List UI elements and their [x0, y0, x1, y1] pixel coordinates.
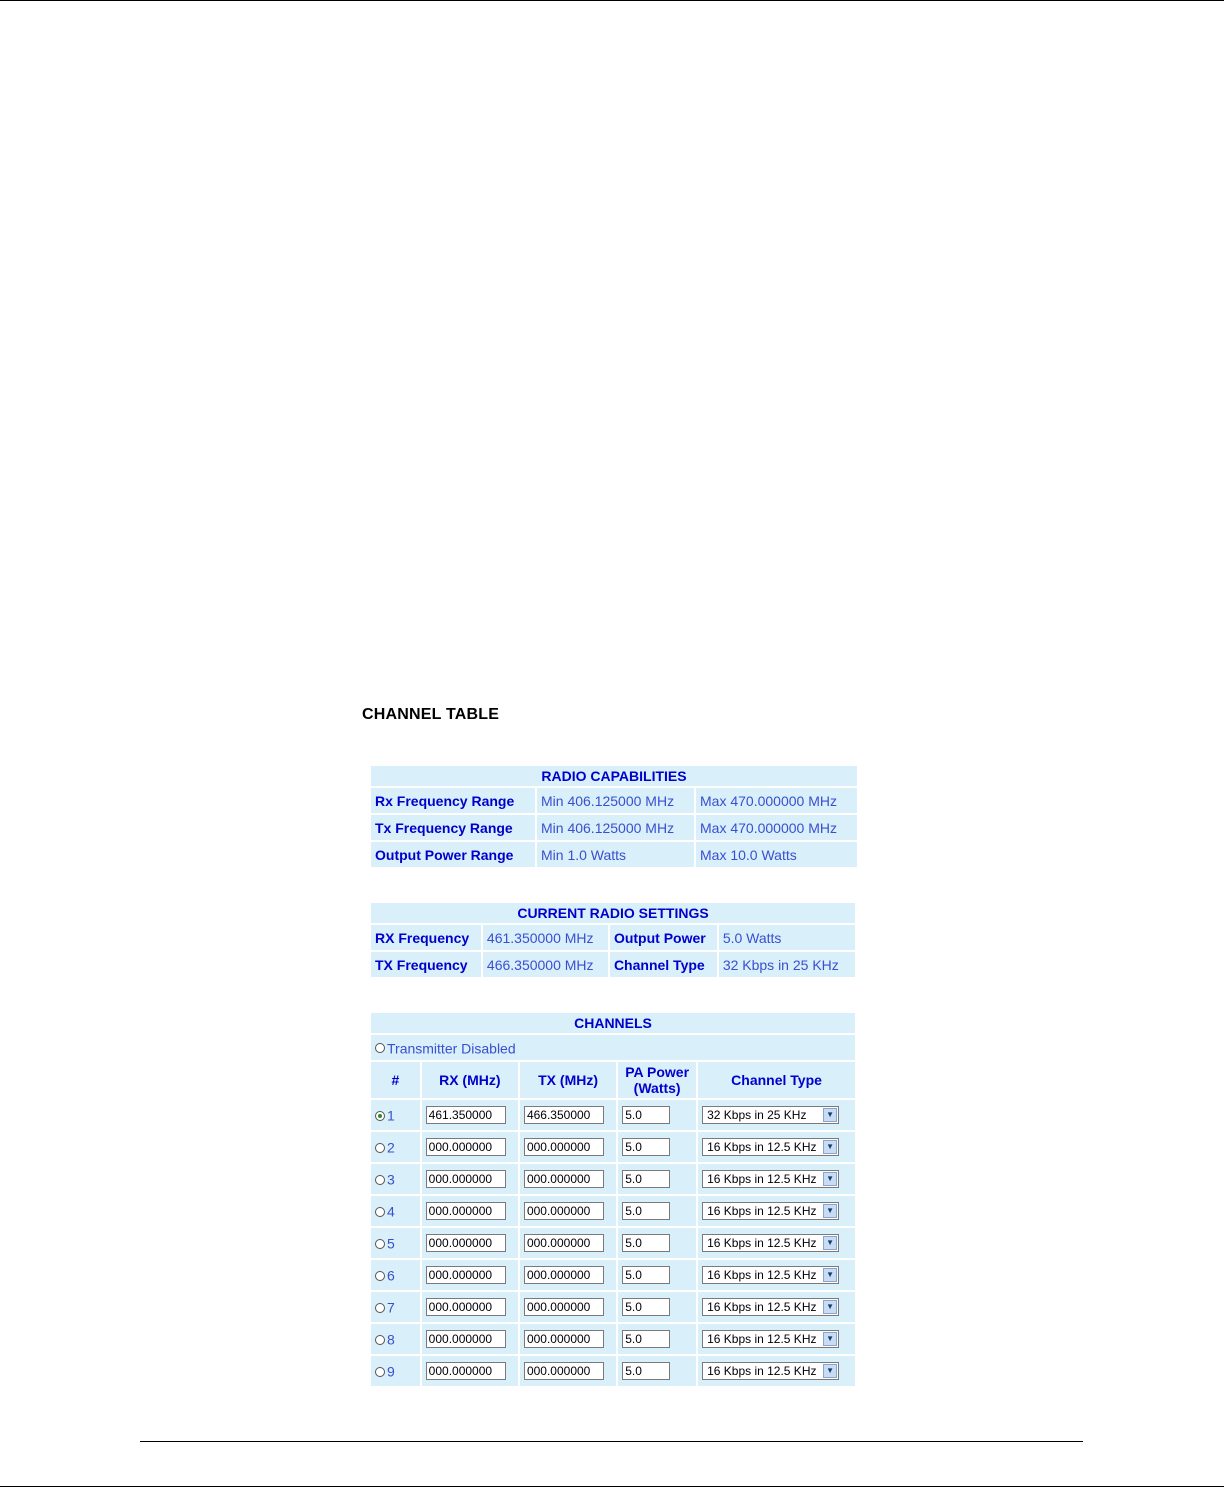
channel-number: 5	[387, 1235, 395, 1252]
pa-power-cell	[618, 1100, 696, 1130]
channel-select-cell[interactable]	[371, 1260, 420, 1290]
current-settings-header: CURRENT RADIO SETTINGS	[371, 903, 855, 923]
chevron-down-icon[interactable]: ▼	[823, 1236, 837, 1250]
tx-frequency-label: TX Frequency	[371, 952, 481, 977]
pa-power-cell	[618, 1260, 696, 1290]
page-bottom-border	[0, 1486, 1224, 1487]
channel-select-cell[interactable]	[371, 1324, 420, 1354]
channel-type-selected-value: 16 Kbps in 12.5 KHz	[707, 1236, 817, 1251]
transmitter-disabled-label: Transmitter Disabled	[387, 1040, 516, 1057]
tx-frequency-input[interactable]	[524, 1106, 604, 1124]
table-row	[371, 842, 857, 867]
channel-number: 3	[387, 1171, 395, 1188]
channel-radio[interactable]	[375, 1303, 385, 1313]
chevron-down-icon[interactable]: ▼	[823, 1204, 837, 1218]
rx-frequency-cell	[422, 1164, 518, 1194]
column-header-rx: RX (MHz)	[422, 1062, 518, 1098]
channel-type-select[interactable]	[702, 1362, 839, 1380]
page-title: CHANNEL TABLE	[362, 706, 500, 723]
channel-row	[371, 1100, 855, 1130]
table-row	[371, 925, 855, 950]
rx-frequency-label: RX Frequency	[371, 925, 481, 950]
channel-radio[interactable]	[375, 1111, 385, 1121]
tx-frequency-cell	[520, 1356, 616, 1386]
channel-rows	[371, 1100, 855, 1386]
table-row	[371, 815, 857, 840]
chevron-down-icon[interactable]: ▼	[823, 1172, 837, 1186]
radio-capabilities-panel	[369, 764, 857, 869]
capabilities-header-row	[371, 766, 857, 786]
pa-power-cell	[618, 1228, 696, 1258]
page-top-border	[0, 0, 1224, 1]
channel-type-cell	[698, 1196, 855, 1226]
channel-row	[371, 1324, 855, 1354]
pa-power-cell	[618, 1324, 696, 1354]
rx-frequency-input[interactable]	[426, 1106, 506, 1124]
rx-frequency-input[interactable]	[426, 1202, 506, 1220]
pa-power-cell	[618, 1132, 696, 1162]
pa-power-input[interactable]	[622, 1170, 670, 1188]
channel-type-label: Channel Type	[610, 952, 717, 977]
pa-power-input[interactable]	[622, 1202, 670, 1220]
rx-frequency-cell	[422, 1324, 518, 1354]
current-settings-panel	[369, 901, 857, 979]
channel-number: 7	[387, 1299, 395, 1316]
table-row	[371, 788, 857, 813]
channel-select-cell[interactable]	[371, 1292, 420, 1322]
tx-frequency-cell	[520, 1324, 616, 1354]
pa-power-input[interactable]	[622, 1298, 670, 1316]
channel-type-select[interactable]	[702, 1170, 839, 1188]
pa-power-input[interactable]	[622, 1106, 670, 1124]
rx-frequency-cell	[422, 1260, 518, 1290]
rx-frequency-input[interactable]	[426, 1170, 506, 1188]
channel-select-cell[interactable]	[371, 1100, 420, 1130]
channel-type-select[interactable]	[702, 1106, 839, 1124]
channels-header-row	[371, 1013, 855, 1033]
pa-power-input[interactable]	[622, 1234, 670, 1252]
channel-type-selected-value: 16 Kbps in 12.5 KHz	[707, 1268, 817, 1283]
channel-type-selected-value: 16 Kbps in 12.5 KHz	[707, 1140, 817, 1155]
channel-radio[interactable]	[375, 1207, 385, 1217]
tx-frequency-cell	[520, 1164, 616, 1194]
rx-range-max: Max 470.000000 MHz	[696, 788, 857, 813]
column-header-pa-power: PA Power (Watts)	[618, 1062, 696, 1098]
power-range-min: Min 1.0 Watts	[537, 842, 694, 867]
transmitter-disabled-option[interactable]	[371, 1035, 855, 1060]
channel-type-cell	[698, 1228, 855, 1258]
rx-frequency-cell	[422, 1292, 518, 1322]
channel-type-select[interactable]	[702, 1138, 839, 1156]
rx-range-label: Rx Frequency Range	[371, 788, 535, 813]
power-range-label: Output Power Range	[371, 842, 535, 867]
tx-frequency-cell	[520, 1196, 616, 1226]
channel-number: 6	[387, 1267, 395, 1284]
channel-number: 8	[387, 1331, 395, 1348]
tx-range-max: Max 470.000000 MHz	[696, 815, 857, 840]
channel-row	[371, 1228, 855, 1258]
channel-number: 4	[387, 1203, 395, 1220]
channel-type-value: 32 Kbps in 25 KHz	[719, 952, 855, 977]
channel-type-cell	[698, 1292, 855, 1322]
channels-panel	[369, 1011, 857, 1387]
table-row	[371, 952, 855, 977]
column-header-num: #	[371, 1062, 420, 1098]
transmitter-disabled-row	[371, 1035, 855, 1060]
channel-radio[interactable]	[375, 1143, 385, 1153]
current-settings-table	[369, 901, 857, 979]
power-range-max: Max 10.0 Watts	[696, 842, 857, 867]
column-header-row	[371, 1062, 855, 1098]
chevron-down-icon[interactable]: ▼	[823, 1332, 837, 1346]
channel-type-selected-value: 16 Kbps in 12.5 KHz	[707, 1364, 817, 1379]
channel-type-select[interactable]	[702, 1202, 839, 1220]
channel-select-cell[interactable]	[371, 1132, 420, 1162]
tx-frequency-input[interactable]	[524, 1266, 604, 1284]
pa-power-input[interactable]	[622, 1138, 670, 1156]
tx-frequency-input[interactable]	[524, 1330, 604, 1348]
channel-type-selected-value: 16 Kbps in 12.5 KHz	[707, 1332, 817, 1347]
channel-type-selected-value: 32 Kbps in 25 KHz	[707, 1108, 807, 1123]
channel-type-cell	[698, 1164, 855, 1194]
pa-power-input[interactable]	[622, 1266, 670, 1284]
tx-frequency-value: 466.350000 MHz	[483, 952, 608, 977]
output-power-label: Output Power	[610, 925, 717, 950]
channel-row	[371, 1164, 855, 1194]
tx-frequency-input[interactable]	[524, 1298, 604, 1316]
channel-radio[interactable]	[375, 1175, 385, 1185]
tx-frequency-cell	[520, 1100, 616, 1130]
radio-capabilities-table	[369, 764, 859, 869]
tx-frequency-input[interactable]	[524, 1138, 604, 1156]
channels-table	[369, 1011, 857, 1387]
pa-power-cell	[618, 1164, 696, 1194]
chevron-down-icon[interactable]: ▼	[823, 1300, 837, 1314]
channel-type-select[interactable]	[702, 1234, 839, 1252]
channel-type-cell	[698, 1324, 855, 1354]
rx-frequency-input[interactable]	[426, 1266, 506, 1284]
channel-type-cell	[698, 1356, 855, 1386]
channel-row	[371, 1132, 855, 1162]
channel-type-select[interactable]	[702, 1298, 839, 1316]
chevron-down-icon[interactable]: ▼	[823, 1364, 837, 1378]
tx-frequency-input[interactable]	[524, 1202, 604, 1220]
tx-range-min: Min 406.125000 MHz	[537, 815, 694, 840]
channel-type-select[interactable]	[702, 1330, 839, 1348]
tx-frequency-input[interactable]	[524, 1170, 604, 1188]
channel-select-cell[interactable]	[371, 1164, 420, 1194]
transmitter-disabled-radio[interactable]	[375, 1043, 385, 1053]
rx-frequency-input[interactable]	[426, 1138, 506, 1156]
channel-select-cell[interactable]	[371, 1228, 420, 1258]
channel-type-select[interactable]	[702, 1266, 839, 1284]
channel-type-cell	[698, 1100, 855, 1130]
rx-frequency-cell	[422, 1356, 518, 1386]
channel-row	[371, 1196, 855, 1226]
column-header-channel-type: Channel Type	[698, 1062, 855, 1098]
channel-radio[interactable]	[375, 1271, 385, 1281]
channel-type-cell	[698, 1132, 855, 1162]
chevron-down-icon[interactable]: ▼	[823, 1140, 837, 1154]
rx-frequency-cell	[422, 1100, 518, 1130]
tx-frequency-cell	[520, 1260, 616, 1290]
channel-select-cell[interactable]	[371, 1196, 420, 1226]
channel-radio[interactable]	[375, 1367, 385, 1377]
channel-number: 2	[387, 1139, 395, 1156]
channel-radio[interactable]	[375, 1335, 385, 1345]
channel-type-selected-value: 16 Kbps in 12.5 KHz	[707, 1204, 817, 1219]
channel-row	[371, 1356, 855, 1386]
chevron-down-icon[interactable]: ▼	[823, 1268, 837, 1282]
rx-frequency-cell	[422, 1132, 518, 1162]
capabilities-header: RADIO CAPABILITIES	[371, 766, 857, 786]
current-header-row	[371, 903, 855, 923]
rx-frequency-input[interactable]	[426, 1362, 506, 1380]
rx-frequency-input[interactable]	[426, 1330, 506, 1348]
rx-range-min: Min 406.125000 MHz	[537, 788, 694, 813]
rx-frequency-cell	[422, 1196, 518, 1226]
output-power-value: 5.0 Watts	[719, 925, 855, 950]
tx-frequency-cell	[520, 1292, 616, 1322]
column-header-tx: TX (MHz)	[520, 1062, 616, 1098]
channel-type-cell	[698, 1260, 855, 1290]
channel-number: 1	[387, 1107, 395, 1124]
rx-frequency-input[interactable]	[426, 1234, 506, 1252]
channel-type-selected-value: 16 Kbps in 12.5 KHz	[707, 1300, 817, 1315]
rx-frequency-cell	[422, 1228, 518, 1258]
channel-number: 9	[387, 1363, 395, 1380]
footer-rule	[140, 1441, 1083, 1442]
rx-frequency-value: 461.350000 MHz	[483, 925, 608, 950]
tx-frequency-input[interactable]	[524, 1362, 604, 1380]
tx-frequency-cell	[520, 1228, 616, 1258]
channel-radio[interactable]	[375, 1239, 385, 1249]
tx-frequency-input[interactable]	[524, 1234, 604, 1252]
pa-power-cell	[618, 1356, 696, 1386]
pa-power-input[interactable]	[622, 1330, 670, 1348]
tx-range-label: Tx Frequency Range	[371, 815, 535, 840]
pa-power-cell	[618, 1292, 696, 1322]
channels-header: CHANNELS	[371, 1013, 855, 1033]
channel-type-selected-value: 16 Kbps in 12.5 KHz	[707, 1172, 817, 1187]
pa-power-input[interactable]	[622, 1362, 670, 1380]
chevron-down-icon[interactable]: ▼	[823, 1108, 837, 1122]
channel-row	[371, 1260, 855, 1290]
channel-row	[371, 1292, 855, 1322]
channel-select-cell[interactable]	[371, 1356, 420, 1386]
pa-power-cell	[618, 1196, 696, 1226]
tx-frequency-cell	[520, 1132, 616, 1162]
rx-frequency-input[interactable]	[426, 1298, 506, 1316]
